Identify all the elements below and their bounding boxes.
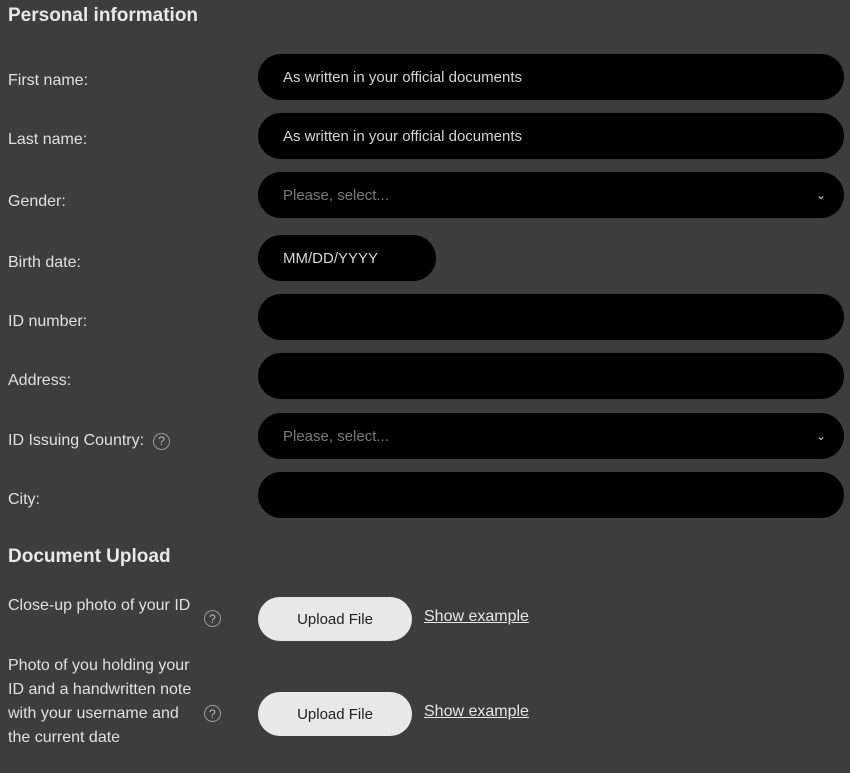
id-country-label-row [8,432,170,450]
city-label: City: [8,491,40,508]
birth-date-placeholder: MM/DD/YYYY [283,249,379,267]
upload-closeup-button[interactable]: Upload File [258,597,412,641]
chevron-down-icon: ⌄ [815,429,826,443]
personal-info-title: Personal information [8,5,199,26]
id-number-field[interactable] [258,294,844,340]
closeup-photo-label: Close-up photo of your ID [8,597,191,614]
gender-select[interactable] [258,172,844,218]
address-field[interactable] [258,353,844,399]
gender-placeholder: Please, select... [283,186,389,204]
last-name-label: Last name: [8,131,88,148]
birth-date-label: Birth date: [8,254,81,271]
question-circle-icon[interactable]: ? [204,705,221,722]
first-name-field[interactable] [258,54,844,100]
first-name-label: First name: [8,72,89,89]
gender-label: Gender: [8,193,66,210]
id-country-label: ID Issuing Country: [8,432,145,449]
last-name-field[interactable] [258,113,844,159]
chevron-down-icon: ⌄ [815,188,826,202]
holding-id-photo-label: Photo of you holding your ID and a handwritten note with your username and the current date [8,657,192,746]
first-name-placeholder: As written in your official documents [283,68,522,86]
birth-date-field[interactable] [258,235,436,281]
id-country-select[interactable] [258,413,844,459]
question-circle-icon[interactable]: ? [204,610,221,627]
document-upload-title: Document Upload [8,546,171,567]
id-number-label: ID number: [8,313,88,330]
address-label: Address: [8,372,72,389]
city-field[interactable] [258,472,844,518]
id-country-placeholder: Please, select... [283,427,389,445]
show-example-holding-id-link[interactable]: Show example [424,703,529,720]
question-circle-icon[interactable]: ? [153,433,170,450]
upload-holding-id-button[interactable]: Upload File [258,692,412,736]
last-name-placeholder: As written in your official documents [283,127,522,145]
show-example-closeup-link[interactable]: Show example [424,608,529,625]
